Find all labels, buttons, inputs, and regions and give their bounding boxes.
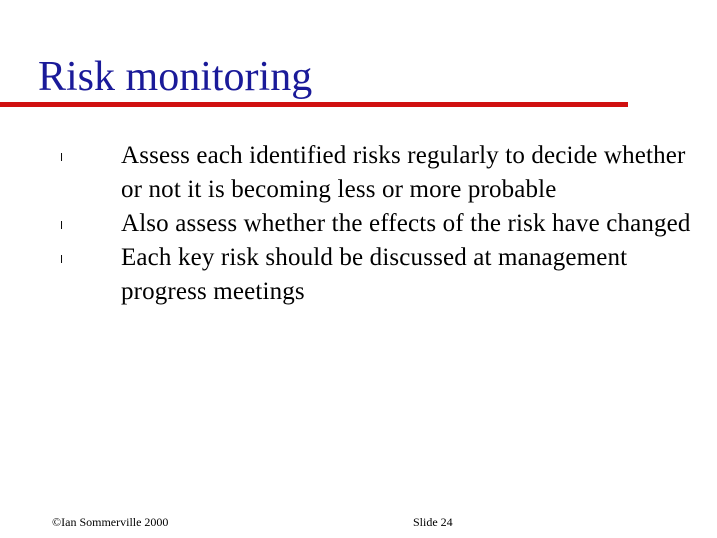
bullet-item — [0, 139, 717, 207]
bullet-text: Each key risk should be discussed at management progress meetings — [121, 244, 628, 305]
bullet-item — [0, 207, 717, 241]
bullet-text: Assess each identified risks regularly to decide whether or not it is becoming less or more probable — [121, 142, 686, 203]
bullet-item — [0, 241, 717, 309]
bullet-marker-icon: l — [60, 253, 64, 266]
footer-slide-number: Slide 24 — [413, 515, 453, 529]
title-underline-rule — [0, 102, 628, 107]
bullet-marker-icon: l — [60, 219, 64, 232]
bullet-marker-icon: l — [60, 151, 64, 164]
slide-title: Risk monitoring — [38, 54, 313, 100]
footer-copyright: ©Ian Sommerville 2000 — [52, 515, 169, 529]
bullet-text: Also assess whether the effects of the risk have changed — [121, 210, 691, 237]
bullet-list — [0, 139, 717, 309]
